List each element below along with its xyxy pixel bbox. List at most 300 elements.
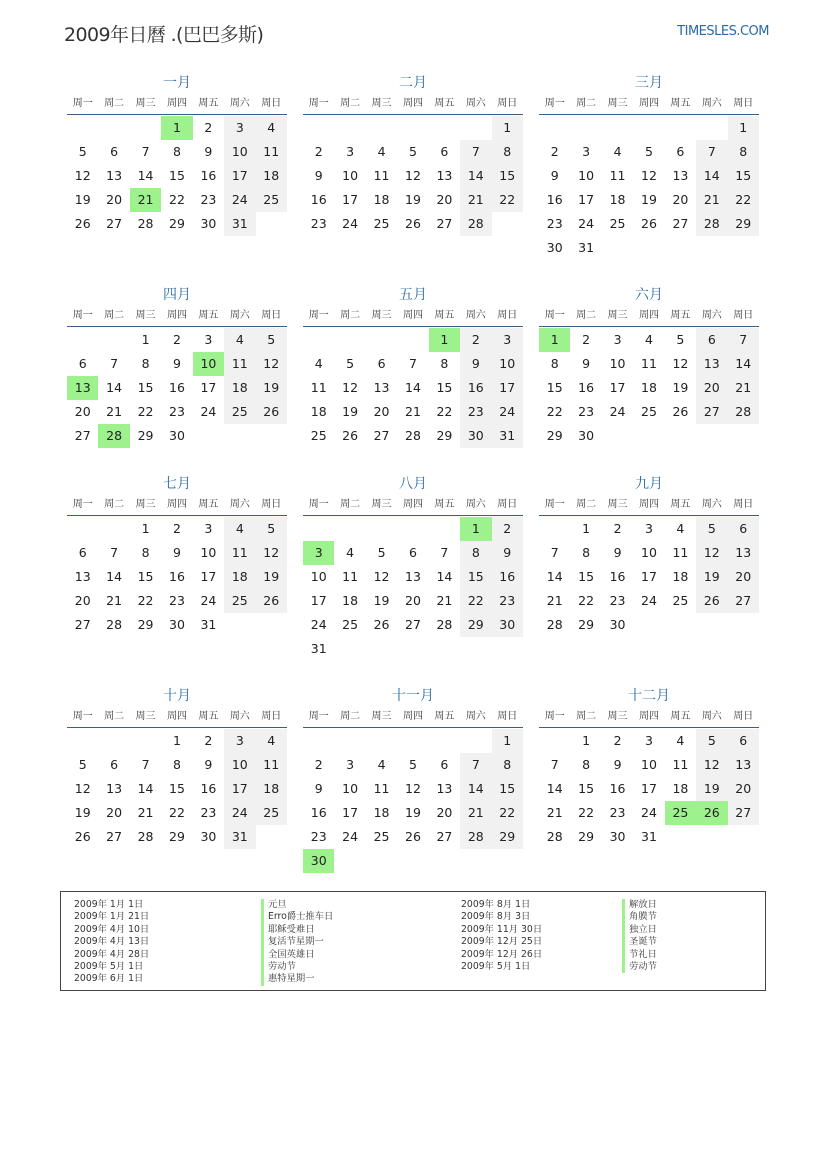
day-cell: 3	[346, 757, 355, 772]
day-cell: 26	[256, 400, 287, 424]
day-cell: 31	[200, 617, 217, 632]
day-cell: 9	[613, 757, 622, 772]
day-cell: 26	[672, 404, 689, 419]
empty-cell	[303, 328, 334, 352]
holiday-date: 2009年 12月 25日	[461, 936, 543, 948]
weekday-label: 周六	[465, 310, 486, 321]
day-cell: 3	[224, 116, 255, 140]
day-cell: 26	[696, 801, 727, 825]
month-block	[67, 685, 287, 849]
holiday-date: 2009年 5月 1日	[74, 960, 144, 972]
holiday-name: 全国英雄日	[261, 949, 333, 961]
day-cell: 13	[696, 352, 727, 376]
weekday-label: 周五	[670, 711, 691, 722]
day-cell: 19	[373, 593, 390, 608]
holiday-name: 独立日	[622, 924, 657, 936]
day-cell: 30	[492, 613, 523, 637]
day-cell: 22	[137, 593, 154, 608]
weekday-label: 周六	[701, 711, 722, 722]
weekday-label: 周三	[135, 98, 156, 109]
weekday-label: 周四	[166, 310, 187, 321]
day-cell: 7	[696, 140, 727, 164]
weekday-label: 周二	[576, 310, 597, 321]
day-cell: 17	[200, 380, 217, 395]
day-cell: 1	[492, 729, 523, 753]
weekday-label: 周日	[733, 98, 754, 109]
day-cell: 23	[310, 216, 327, 231]
day-cell: 9	[173, 545, 181, 560]
day-cell: 4	[377, 144, 386, 159]
day-cell: 12	[672, 356, 689, 371]
day-cell: 21	[728, 376, 759, 400]
day-cell: 24	[578, 216, 595, 231]
day-grid	[303, 328, 523, 448]
day-cell: 28	[546, 829, 563, 844]
weekday-header	[67, 707, 287, 728]
weekday-label: 周三	[607, 711, 628, 722]
day-cell: 26	[405, 829, 421, 844]
weekday-label: 周五	[198, 711, 219, 722]
day-cell: 12	[373, 569, 390, 584]
day-cell: 3	[346, 144, 355, 159]
day-cell: 26	[256, 589, 287, 613]
month-title: 四月	[163, 287, 191, 303]
empty-cell	[334, 637, 365, 661]
day-cell: 16	[609, 569, 626, 584]
day-cell: 18	[672, 781, 689, 796]
day-cell: 15	[436, 380, 453, 395]
weekday-label: 周四	[402, 310, 423, 321]
month-title: 六月	[635, 287, 663, 303]
empty-cell	[334, 116, 365, 140]
weekday-label: 周日	[261, 711, 282, 722]
day-cell: 24	[641, 805, 657, 820]
empty-cell	[366, 328, 397, 352]
holiday-date: 2009年 12月 26日	[461, 948, 543, 960]
day-cell: 5	[256, 517, 287, 541]
day-cell: 14	[460, 777, 491, 801]
day-cell: 5	[409, 757, 417, 772]
weekday-label: 周二	[104, 98, 125, 109]
weekday-header	[303, 707, 523, 728]
day-cell: 8	[550, 356, 559, 371]
day-cell: 18	[224, 376, 255, 400]
day-cell: 4	[645, 332, 653, 347]
day-cell: 1	[582, 521, 591, 536]
empty-cell	[67, 116, 98, 140]
day-cell: 8	[141, 356, 150, 371]
weekday-label: 周二	[340, 98, 361, 109]
day-cell: 17	[492, 376, 523, 400]
day-cell: 28	[460, 825, 491, 849]
empty-cell	[224, 613, 255, 637]
day-cell: 9	[314, 168, 323, 183]
weekday-label: 周六	[465, 711, 486, 722]
day-cell: 21	[696, 188, 727, 212]
weekday-label: 周三	[135, 310, 156, 321]
day-cell: 1	[582, 733, 591, 748]
day-cell: 12	[696, 753, 727, 777]
weekday-label: 周日	[497, 499, 518, 510]
month-block	[539, 72, 759, 260]
weekday-header	[67, 306, 287, 327]
day-cell: 6	[78, 356, 87, 371]
day-cell: 14	[696, 164, 727, 188]
empty-cell	[696, 613, 727, 637]
empty-cell	[429, 637, 460, 661]
empty-cell	[728, 236, 759, 260]
month-block	[303, 685, 523, 873]
day-cell: 4	[256, 729, 287, 753]
weekday-label: 周四	[402, 499, 423, 510]
day-cell: 20	[74, 593, 91, 608]
month-title: 七月	[163, 476, 191, 492]
day-cell: 13	[728, 753, 759, 777]
empty-cell	[334, 328, 365, 352]
holiday-date: 2009年 4月 10日	[74, 923, 150, 935]
day-cell: 3	[645, 733, 653, 748]
day-grid	[539, 116, 759, 260]
empty-cell	[334, 849, 365, 873]
day-cell: 6	[696, 328, 727, 352]
day-cell: 21	[137, 805, 154, 820]
weekday-label: 周日	[733, 310, 754, 321]
holiday-dates-left	[74, 899, 149, 986]
day-cell: 15	[578, 569, 595, 584]
empty-cell	[492, 849, 523, 873]
day-cell: 19	[342, 404, 359, 419]
day-cell: 14	[106, 380, 123, 395]
day-cell: 7	[141, 757, 150, 772]
day-cell: 18	[310, 404, 327, 419]
month-block	[67, 473, 287, 637]
day-cell: 30	[609, 829, 626, 844]
day-cell: 22	[492, 801, 523, 825]
month-title: 八月	[399, 476, 427, 492]
weekday-label: 周二	[576, 711, 597, 722]
day-cell: 3	[224, 729, 255, 753]
day-cell: 4	[256, 116, 287, 140]
weekday-label: 周日	[497, 310, 518, 321]
day-cell: 28	[137, 216, 154, 231]
day-cell: 9	[204, 144, 213, 159]
day-cell: 23	[200, 805, 217, 820]
day-cell: 5	[256, 328, 287, 352]
day-cell: 16	[460, 376, 491, 400]
weekday-label: 周三	[371, 310, 392, 321]
holiday-name: 惠特星期一	[261, 973, 333, 985]
day-cell: 24	[200, 404, 217, 419]
empty-cell	[728, 424, 759, 448]
weekday-label: 周一	[544, 499, 565, 510]
day-grid	[67, 517, 287, 637]
day-cell: 30	[169, 428, 185, 443]
weekday-label: 周二	[576, 499, 597, 510]
month-block	[67, 284, 287, 448]
empty-cell	[633, 613, 664, 637]
day-cell: 27	[728, 589, 759, 613]
holiday-date: 2009年 8月 1日	[461, 899, 531, 910]
day-cell: 17	[342, 805, 359, 820]
day-cell: 25	[256, 188, 287, 212]
empty-cell	[492, 637, 523, 661]
empty-cell	[303, 116, 334, 140]
day-cell: 11	[373, 781, 390, 796]
day-cell: 15	[137, 380, 154, 395]
weekday-label: 周五	[198, 499, 219, 510]
day-cell: 17	[609, 380, 626, 395]
day-cell: 15	[492, 164, 523, 188]
holiday-date: 2009年 1月 21日	[74, 911, 150, 923]
day-cell: 17	[310, 593, 327, 608]
empty-cell	[397, 328, 428, 352]
day-cell: 4	[613, 144, 622, 159]
day-cell: 5	[409, 144, 417, 159]
day-cell: 22	[546, 404, 563, 419]
empty-cell	[696, 424, 727, 448]
day-cell: 2	[314, 757, 323, 772]
day-cell: 10	[641, 757, 657, 772]
day-cell: 3	[613, 332, 622, 347]
day-cell: 1	[492, 116, 523, 140]
weekday-label: 周五	[434, 499, 455, 510]
day-cell: 20	[373, 404, 390, 419]
day-cell: 22	[492, 188, 523, 212]
day-cell: 27	[728, 801, 759, 825]
day-cell: 12	[74, 781, 91, 796]
day-cell: 10	[193, 352, 224, 376]
day-cell: 18	[641, 380, 657, 395]
holiday-name: 耶稣受难日	[261, 924, 333, 936]
holiday-list	[60, 891, 766, 991]
day-cell: 12	[696, 541, 727, 565]
day-cell: 1	[173, 733, 181, 748]
day-cell: 4	[224, 328, 255, 352]
weekday-label: 周六	[229, 98, 250, 109]
weekday-label: 周三	[371, 499, 392, 510]
day-cell: 16	[200, 168, 217, 183]
empty-cell	[539, 729, 570, 753]
day-cell: 5	[696, 517, 727, 541]
day-cell: 17	[641, 569, 657, 584]
day-grid	[303, 116, 523, 236]
day-cell: 9	[582, 356, 591, 371]
weekday-label: 周三	[607, 310, 628, 321]
weekday-label: 周一	[308, 98, 329, 109]
day-cell: 2	[460, 328, 491, 352]
weekday-label: 周三	[371, 711, 392, 722]
day-cell: 11	[224, 541, 255, 565]
weekday-label: 周六	[465, 98, 486, 109]
day-cell: 13	[106, 781, 123, 796]
day-cell: 17	[578, 192, 595, 207]
day-cell: 14	[405, 380, 421, 395]
day-cell: 26	[641, 216, 657, 231]
day-cell: 21	[106, 404, 123, 419]
day-cell: 14	[137, 168, 154, 183]
day-cell: 6	[728, 517, 759, 541]
day-cell: 16	[200, 781, 217, 796]
day-cell: 21	[546, 593, 563, 608]
empty-cell	[602, 116, 633, 140]
day-cell: 14	[728, 352, 759, 376]
weekday-label: 周一	[72, 98, 93, 109]
empty-cell	[67, 517, 98, 541]
weekday-label: 周一	[72, 499, 93, 510]
holiday-date: 2009年 5月 1日	[461, 960, 531, 972]
empty-cell	[492, 212, 523, 236]
day-cell: 20	[696, 376, 727, 400]
day-cell: 20	[74, 404, 91, 419]
weekday-label: 周二	[104, 499, 125, 510]
weekday-label: 周一	[544, 98, 565, 109]
weekday-header	[303, 495, 523, 516]
day-cell: 29	[169, 216, 185, 231]
day-grid	[67, 729, 287, 849]
day-cell: 5	[78, 757, 87, 772]
day-cell: 12	[256, 352, 287, 376]
day-cell: 9	[314, 781, 323, 796]
day-cell: 21	[405, 404, 421, 419]
day-cell: 17	[200, 569, 217, 584]
day-cell: 26	[74, 216, 91, 231]
empty-cell	[98, 729, 129, 753]
day-cell: 27	[672, 216, 689, 231]
weekday-label: 周六	[701, 98, 722, 109]
day-cell: 28	[106, 617, 123, 632]
day-cell: 5	[346, 356, 355, 371]
day-cell: 23	[169, 593, 185, 608]
day-cell: 25	[224, 589, 255, 613]
weekday-label: 周二	[340, 711, 361, 722]
weekday-header	[303, 306, 523, 327]
day-cell: 19	[256, 376, 287, 400]
month-block	[67, 72, 287, 236]
day-cell: 18	[672, 569, 689, 584]
day-cell: 28	[460, 212, 491, 236]
empty-cell	[539, 517, 570, 541]
day-cell: 20	[728, 565, 759, 589]
day-cell: 14	[546, 781, 563, 796]
weekday-label: 周四	[638, 499, 659, 510]
day-cell: 29	[492, 825, 523, 849]
day-cell: 5	[645, 144, 653, 159]
day-cell: 30	[303, 849, 334, 873]
day-cell: 27	[373, 428, 390, 443]
empty-cell	[130, 116, 161, 140]
site-link[interactable]: TIMESLES.COM	[677, 24, 769, 39]
day-cell: 18	[609, 192, 626, 207]
weekday-label: 周一	[544, 310, 565, 321]
holiday-names-right	[622, 899, 657, 973]
empty-cell	[429, 116, 460, 140]
weekday-header	[539, 94, 759, 115]
day-cell: 7	[550, 757, 559, 772]
day-cell: 16	[310, 805, 327, 820]
day-cell: 24	[310, 617, 327, 632]
holiday-name: Erro爵士推车日	[261, 911, 333, 923]
day-cell: 4	[377, 757, 386, 772]
day-cell: 23	[460, 400, 491, 424]
day-cell: 14	[106, 569, 123, 584]
day-cell: 21	[460, 188, 491, 212]
empty-cell	[366, 849, 397, 873]
day-cell: 3	[204, 521, 213, 536]
empty-cell	[602, 424, 633, 448]
weekday-label: 周六	[701, 310, 722, 321]
day-cell: 8	[492, 753, 523, 777]
day-cell: 13	[436, 168, 453, 183]
holiday-date: 2009年 11月 30日	[461, 923, 543, 935]
day-cell: 8	[582, 757, 591, 772]
day-cell: 16	[492, 565, 523, 589]
day-cell: 6	[728, 729, 759, 753]
day-cell: 28	[696, 212, 727, 236]
holiday-date: 2009年 1月 1日	[74, 899, 144, 910]
day-cell: 20	[106, 805, 123, 820]
day-cell: 29	[137, 617, 154, 632]
day-cell: 4	[346, 545, 355, 560]
day-cell: 13	[405, 569, 421, 584]
day-cell: 15	[169, 168, 185, 183]
day-cell: 24	[224, 801, 255, 825]
empty-cell	[602, 236, 633, 260]
day-cell: 11	[373, 168, 390, 183]
day-cell: 6	[440, 757, 449, 772]
day-cell: 24	[492, 400, 523, 424]
day-cell: 25	[256, 801, 287, 825]
day-cell: 7	[460, 753, 491, 777]
day-cell: 18	[373, 805, 390, 820]
day-cell: 6	[110, 757, 119, 772]
day-cell: 31	[224, 825, 255, 849]
weekday-label: 周二	[104, 711, 125, 722]
day-cell: 22	[460, 589, 491, 613]
day-cell: 19	[74, 192, 91, 207]
day-cell: 28	[405, 428, 421, 443]
day-cell: 7	[440, 545, 449, 560]
empty-cell	[429, 729, 460, 753]
weekday-label: 周六	[465, 499, 486, 510]
weekday-label: 周六	[229, 310, 250, 321]
empty-cell	[334, 729, 365, 753]
weekday-label: 周日	[261, 499, 282, 510]
day-cell: 15	[460, 565, 491, 589]
day-cell: 6	[78, 545, 87, 560]
day-cell: 23	[200, 192, 217, 207]
day-cell: 31	[641, 829, 657, 844]
day-cell: 25	[641, 404, 657, 419]
weekday-label: 周四	[166, 499, 187, 510]
day-cell: 6	[110, 144, 119, 159]
day-cell: 10	[492, 352, 523, 376]
day-cell: 24	[641, 593, 657, 608]
month-title: 一月	[163, 75, 191, 91]
day-cell: 31	[310, 641, 327, 656]
day-grid	[67, 116, 287, 236]
day-cell: 23	[169, 404, 185, 419]
month-title: 十二月	[628, 688, 670, 704]
day-cell: 20	[672, 192, 689, 207]
empty-cell	[98, 517, 129, 541]
day-cell: 23	[578, 404, 595, 419]
day-cell: 2	[613, 733, 622, 748]
day-cell: 29	[578, 829, 595, 844]
day-cell: 13	[106, 168, 123, 183]
empty-cell	[256, 424, 287, 448]
day-cell: 5	[377, 545, 386, 560]
day-cell: 21	[546, 805, 563, 820]
